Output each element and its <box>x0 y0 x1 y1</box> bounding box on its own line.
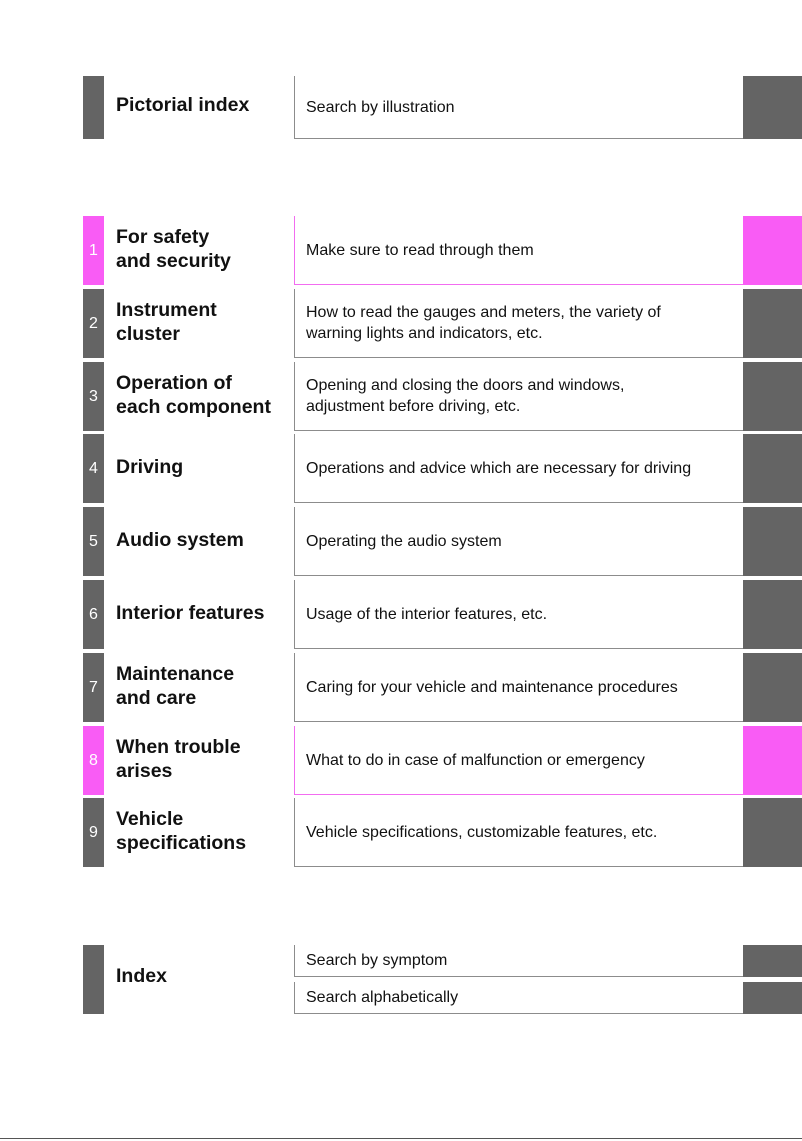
chapter-tab-8[interactable] <box>743 726 802 795</box>
chapter-number: 4 <box>83 434 104 503</box>
chapter-row-6[interactable] <box>0 580 802 649</box>
chapter-row-2[interactable] <box>0 289 802 358</box>
index-tab-symptom[interactable] <box>743 945 802 977</box>
chapter-title: Operation of each component <box>116 371 271 418</box>
chapter-number: 9 <box>83 798 104 867</box>
chapter-description[interactable]: What to do in case of malfunction or emergency <box>294 726 743 795</box>
chapter-description[interactable]: How to read the gauges and meters, the variety of warning lights and indicators, etc. <box>294 289 743 358</box>
chapter-row-7[interactable] <box>0 653 802 722</box>
index-title: Index <box>116 964 167 987</box>
index-entry-alphabetical[interactable]: Search alphabetically <box>294 982 743 1014</box>
pictorial-index-left-bar <box>83 76 104 139</box>
chapter-title: When trouble arises <box>116 735 241 782</box>
chapter-row-5[interactable] <box>0 507 802 576</box>
chapter-number: 8 <box>83 726 104 795</box>
chapter-tab-5[interactable] <box>743 507 802 576</box>
chapter-row-3[interactable] <box>0 362 802 431</box>
chapter-row-8[interactable] <box>0 726 802 795</box>
chapter-tab-9[interactable] <box>743 798 802 867</box>
chapter-number: 7 <box>83 653 104 722</box>
index-tab-alphabetical[interactable] <box>743 982 802 1014</box>
chapter-title: Driving <box>116 455 184 478</box>
chapter-row-1[interactable] <box>0 216 802 285</box>
chapter-description[interactable]: Operations and advice which are necessary for driving <box>294 434 743 503</box>
page-bottom-rule <box>0 1138 802 1139</box>
chapter-row-9[interactable] <box>0 798 802 867</box>
chapter-title: Vehicle specifications <box>116 807 247 854</box>
chapter-title: Interior features <box>116 601 265 624</box>
chapter-tab-6[interactable] <box>743 580 802 649</box>
chapter-title: Audio system <box>116 528 244 551</box>
pictorial-index-row[interactable] <box>0 76 802 139</box>
chapter-description[interactable]: Usage of the interior features, etc. <box>294 580 743 649</box>
chapter-number: 6 <box>83 580 104 649</box>
index-left-bar <box>83 945 104 1014</box>
index-row <box>0 945 802 1014</box>
chapter-description[interactable]: Operating the audio system <box>294 507 743 576</box>
chapter-title: Maintenance and care <box>116 662 235 709</box>
chapter-description[interactable]: Vehicle specifications, customizable features, etc. <box>294 798 743 867</box>
chapter-tab-2[interactable] <box>743 289 802 358</box>
chapter-number: 5 <box>83 507 104 576</box>
chapter-tab-7[interactable] <box>743 653 802 722</box>
chapter-row-4[interactable] <box>0 434 802 503</box>
chapter-title: For safety and security <box>116 225 231 272</box>
chapter-tab-1[interactable] <box>743 216 802 285</box>
chapter-number: 3 <box>83 362 104 431</box>
pictorial-index-title: Pictorial index <box>116 93 250 116</box>
chapter-description[interactable]: Make sure to read through them <box>294 216 743 285</box>
index-entry-symptom[interactable]: Search by symptom <box>294 945 743 977</box>
chapter-description[interactable]: Caring for your vehicle and maintenance procedures <box>294 653 743 722</box>
chapter-number: 2 <box>83 289 104 358</box>
pictorial-index-tab[interactable] <box>743 76 802 139</box>
chapter-title: Instrument cluster <box>116 298 217 345</box>
chapter-number: 1 <box>83 216 104 285</box>
chapter-description[interactable]: Opening and closing the doors and windows, adjustment before driving, etc. <box>294 362 743 431</box>
chapter-tab-4[interactable] <box>743 434 802 503</box>
chapter-tab-3[interactable] <box>743 362 802 431</box>
pictorial-index-description[interactable]: Search by illustration <box>294 76 743 139</box>
